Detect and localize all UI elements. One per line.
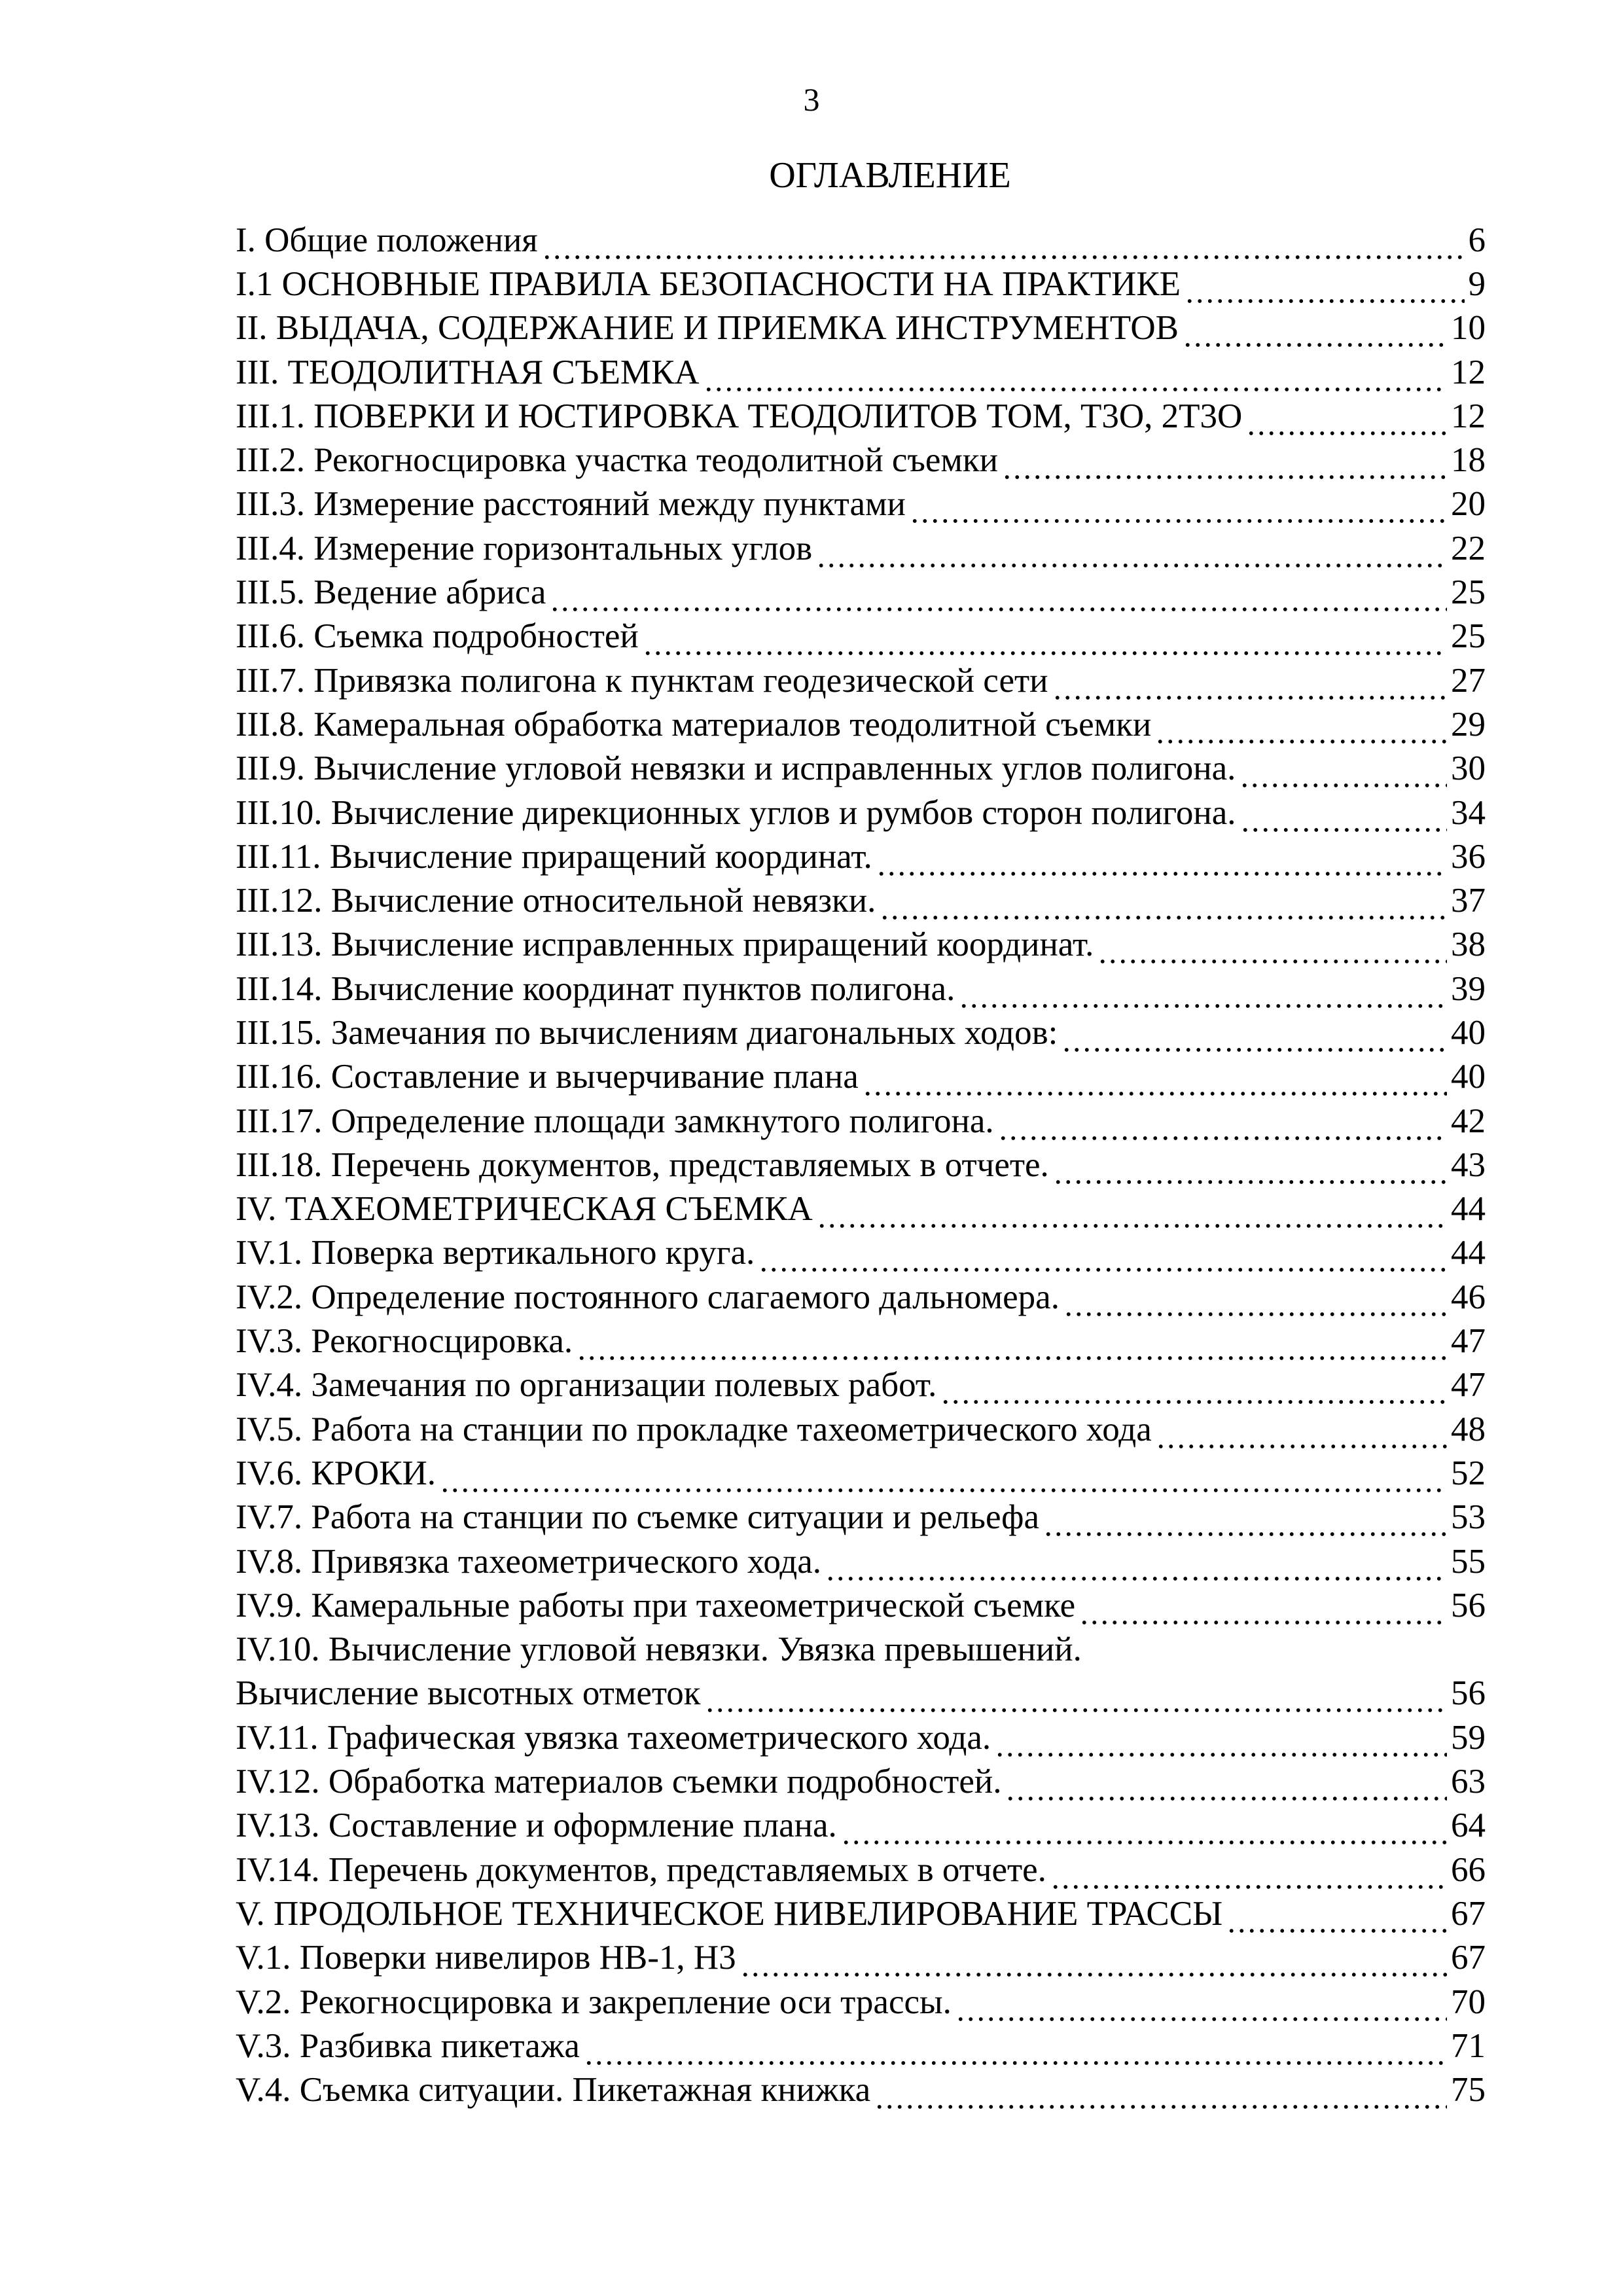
dot-leader [643, 617, 1447, 655]
toc-entry-text: III. ТЕОДОЛИТНАЯ СЪЕМКА [236, 353, 700, 391]
toc-entry-text: IV.11. Графическая увязка тахеометрического хода. [236, 1718, 991, 1757]
dot-leader [825, 1543, 1447, 1581]
toc-entry-page: 56 [1451, 1674, 1486, 1713]
toc-entry-page: 39 [1451, 969, 1486, 1008]
toc-entry [236, 2024, 1486, 2068]
toc-entry [236, 1099, 1486, 1143]
toc-entry [236, 1319, 1486, 1363]
toc-entry-page: 67 [1451, 1939, 1486, 1977]
dot-leader [910, 485, 1447, 523]
toc-entry-page: 40 [1451, 1058, 1486, 1096]
toc-entry-text: III.12. Вычисление относительной невязки. [236, 882, 876, 920]
toc-entry-page: 70 [1451, 1982, 1486, 2021]
dot-leader [758, 1234, 1447, 1272]
toc-entry-text: III.8. Камеральная обработка материалов теодолитной съемки [236, 705, 1152, 744]
dot-leader [1240, 794, 1448, 832]
toc-entry-page: 44 [1451, 1234, 1486, 1272]
toc-entry-page: 66 [1451, 1850, 1486, 1889]
toc-entry-text: I. Общие положения [236, 221, 538, 259]
dot-leader [959, 970, 1447, 1008]
toc-entry [236, 438, 1486, 482]
toc-entry [236, 1011, 1486, 1054]
toc-entry-page: 12 [1451, 397, 1486, 435]
toc-entry-page: 63 [1451, 1763, 1486, 1801]
toc-entry [236, 747, 1486, 791]
dot-leader [1155, 706, 1447, 744]
toc-entry [236, 526, 1486, 570]
toc-entry [236, 350, 1486, 394]
dot-leader [841, 1806, 1447, 1844]
dot-leader [876, 838, 1447, 876]
dot-leader [817, 1190, 1447, 1228]
toc-entry [236, 1275, 1486, 1319]
dot-leader [1053, 1146, 1447, 1184]
toc-entry-text: II. ВЫДАЧА, СОДЕРЖАНИЕ И ПРИЕМКА ИНСТРУМЕНТОВ [236, 309, 1179, 348]
toc-entry-page: 48 [1451, 1410, 1486, 1448]
toc-entry [236, 1143, 1486, 1187]
toc-entry [236, 1804, 1486, 1848]
toc-entry [236, 1848, 1486, 1892]
toc-entry [236, 1363, 1486, 1407]
toc-entry [236, 1583, 1486, 1627]
toc-entry-text: III.10. Вычисление дирекционных углов и румбов сторон полигона. [236, 793, 1236, 832]
toc-entry [236, 1539, 1486, 1583]
toc-entry-text: III.16. Составление и вычерчивание плана [236, 1058, 859, 1096]
toc-entry [236, 482, 1486, 526]
dot-leader [1156, 1410, 1447, 1448]
dot-leader [550, 573, 1447, 611]
toc-entry-text: III.17. Определение площади замкнутого полигона. [236, 1102, 994, 1140]
dot-leader [577, 1322, 1447, 1360]
toc-entry [236, 394, 1486, 438]
toc-entry [236, 1496, 1486, 1539]
toc-entry-text: IV.13. Составление и оформление плана. [236, 1806, 837, 1845]
toc-entry-page: 47 [1451, 1366, 1486, 1405]
toc-entry-page: 12 [1451, 353, 1486, 391]
toc-entry-page: 18 [1451, 441, 1486, 480]
dot-leader [1005, 1763, 1447, 1801]
toc-entry-page: 9 [1468, 264, 1486, 303]
toc-entry-page: 59 [1451, 1718, 1486, 1757]
toc-entry-text: III.2. Рекогносцировка участка теодолитной съемки [236, 441, 999, 480]
toc-entry [236, 1980, 1486, 2024]
dot-leader [995, 1719, 1447, 1757]
toc-entry-page: 56 [1451, 1586, 1486, 1624]
toc-entry [236, 834, 1486, 878]
dot-leader [440, 1454, 1447, 1492]
toc-entry-text: IV.4. Замечания по организации полевых работ. [236, 1366, 937, 1405]
dot-leader [1246, 397, 1447, 435]
dot-leader [1052, 662, 1447, 700]
toc-entry [236, 967, 1486, 1011]
toc-entry [236, 1759, 1486, 1803]
dot-leader [542, 221, 1465, 259]
toc-title: ОГЛАВЛЕНИЕ [769, 155, 1011, 196]
toc-entry-page: 53 [1451, 1498, 1486, 1537]
toc-entry-page: 30 [1451, 749, 1486, 788]
toc-entry-text: IV.6. КРОКИ. [236, 1454, 436, 1492]
toc-entry-page: 43 [1451, 1145, 1486, 1184]
toc-entry-text: III.6. Съемка подробностей [236, 617, 639, 656]
toc-entry-text: III.3. Измерение расстояний между пунктами [236, 485, 906, 524]
dot-leader [998, 1102, 1447, 1140]
dot-leader [1185, 265, 1464, 303]
toc-entry-page: 64 [1451, 1806, 1486, 1845]
toc-entry-text: IV.1. Поверка вертикального круга. [236, 1234, 755, 1272]
toc-entry-text: IV.12. Обработка материалов съемки подробностей. [236, 1763, 1002, 1801]
toc-entry-text: Вычисление высотных отметок [236, 1674, 701, 1713]
toc-entry-page: 22 [1451, 529, 1486, 567]
dot-leader [584, 2027, 1447, 2065]
dot-leader [955, 1983, 1447, 2021]
dot-leader [1240, 749, 1447, 787]
dot-leader [1061, 1014, 1447, 1052]
toc-entry [236, 1407, 1486, 1451]
toc-entry-page: 34 [1451, 793, 1486, 832]
toc-entry-text: V.4. Съемка ситуации. Пикетажная книжка [236, 2071, 871, 2109]
toc-entry-page: 10 [1451, 309, 1486, 348]
dot-leader [1079, 1587, 1447, 1624]
toc-entry-page: 20 [1451, 485, 1486, 524]
toc-entry [236, 1892, 1486, 1935]
dot-leader [816, 529, 1447, 567]
toc-entry-text: III.1. ПОВЕРКИ И ЮСТИРОВКА ТЕОДОЛИТОВ ТОМ, Т3О, 2Т3О [236, 397, 1243, 435]
toc-entry-page: 67 [1451, 1894, 1486, 1933]
toc-entry-page: 37 [1451, 882, 1486, 920]
dot-leader [1002, 441, 1447, 479]
toc-entry-text: III.18. Перечень документов, представляемых в отчете. [236, 1145, 1049, 1184]
toc-entry-page: 27 [1451, 661, 1486, 700]
toc-entry-text: III.13. Вычисление исправленных приращений координат. [236, 925, 1094, 964]
toc-entry [236, 2068, 1486, 2111]
toc-entry-text: IV.14. Перечень документов, представляемых в отчете. [236, 1850, 1046, 1889]
toc-entry-text: III.11. Вычисление приращений координат. [236, 837, 872, 876]
toc-entry [236, 791, 1486, 834]
toc-entry-page: 75 [1451, 2071, 1486, 2109]
toc-entry-page: 52 [1451, 1454, 1486, 1492]
dot-leader [1043, 1498, 1447, 1536]
toc-entry [236, 1451, 1486, 1495]
toc-entry-text: IV. ТАХЕОМЕТРИЧЕСКАЯ СЪЕМКА [236, 1190, 813, 1229]
toc-entry [236, 1055, 1486, 1099]
toc-entry [236, 1672, 1486, 1715]
toc-entry [236, 218, 1486, 262]
toc-entry-page: 55 [1451, 1542, 1486, 1581]
toc-entry-page: 25 [1451, 617, 1486, 656]
dot-leader [874, 2071, 1447, 2109]
toc-entry [236, 1187, 1486, 1231]
dot-leader [940, 1366, 1447, 1404]
toc-entry-page: 25 [1451, 573, 1486, 612]
toc-entry-page: 71 [1451, 2026, 1486, 2065]
toc-entry-text: V. ПРОДОЛЬНОЕ ТЕХНИЧЕСКОЕ НИВЕЛИРОВАНИЕ ТРАССЫ [236, 1894, 1223, 1933]
toc-entry [236, 306, 1486, 350]
toc-entry-text: IV.8. Привязка тахеометрического хода. [236, 1542, 822, 1581]
toc-entry-continued [236, 1628, 1486, 1672]
dot-leader [1063, 1278, 1447, 1316]
toc-entry-text: I.1 ОСНОВНЫЕ ПРАВИЛА БЕЗОПАСНОСТИ НА ПРАКТИКЕ [236, 264, 1181, 303]
toc-entry-page: 42 [1451, 1102, 1486, 1140]
toc-entry [236, 570, 1486, 614]
toc-entry [236, 923, 1486, 967]
toc-entry-page: 36 [1451, 837, 1486, 876]
dot-leader [740, 1939, 1447, 1977]
toc-entry [236, 1715, 1486, 1759]
toc-entry [236, 658, 1486, 702]
toc-entry-text: V.2. Рекогносцировка и закрепление оси трассы. [236, 1982, 952, 2021]
toc-entry-text: III.5. Ведение абриса [236, 573, 546, 612]
toc-entry-text: III.4. Измерение горизонтальных углов [236, 529, 813, 567]
toc-entry-text: III.9. Вычисление угловой невязки и исправленных углов полигона. [236, 749, 1236, 788]
toc-entry-page: 6 [1468, 221, 1486, 259]
page-number: 3 [803, 81, 820, 118]
toc-entry-text: IV.10. Вычисление угловой невязки. Увязка превышений. [236, 1630, 1082, 1669]
toc-entry-text: IV.7. Работа на станции по съемке ситуации и рельефа [236, 1498, 1040, 1537]
dot-leader [1226, 1895, 1447, 1933]
toc-entry-text: IV.3. Рекогносцировка. [236, 1322, 573, 1361]
toc-entry-page: 29 [1451, 705, 1486, 744]
toc-entry-page: 40 [1451, 1013, 1486, 1052]
toc-entry-text: III.7. Привязка полигона к пунктам геодезической сети [236, 661, 1048, 700]
toc-entry-page: 38 [1451, 925, 1486, 964]
toc-entry [236, 1936, 1486, 1980]
toc-entry-text: IV.9. Камеральные работы при тахеометрической съемке [236, 1586, 1076, 1624]
toc-entry [236, 615, 1486, 658]
toc-entry-page: 44 [1451, 1190, 1486, 1229]
toc-entry-page: 46 [1451, 1278, 1486, 1316]
toc-entry [236, 1231, 1486, 1275]
toc-entry [236, 262, 1486, 306]
dot-leader [1097, 925, 1447, 963]
table-of-contents [236, 218, 1486, 2112]
toc-entry [236, 702, 1486, 746]
dot-leader [704, 353, 1447, 391]
toc-entry-page: 47 [1451, 1322, 1486, 1361]
dot-leader [705, 1674, 1447, 1712]
toc-entry-text: III.15. Замечания по вычислениям диагональных ходов: [236, 1013, 1058, 1052]
toc-entry-text: III.14. Вычисление координат пунктов полигона. [236, 969, 955, 1008]
dot-leader [1050, 1851, 1447, 1889]
toc-entry-text: V.3. Разбивка пикетажа [236, 2026, 580, 2065]
toc-entry-text: IV.5. Работа на станции по прокладке тахеометрического хода [236, 1410, 1152, 1448]
toc-entry [236, 878, 1486, 922]
toc-entry-text: V.1. Поверки нивелиров НВ-1, Н3 [236, 1939, 736, 1977]
toc-entry-text: IV.2. Определение постоянного слагаемого дальномера. [236, 1278, 1060, 1316]
dot-leader [863, 1058, 1447, 1096]
dot-leader [880, 882, 1447, 920]
dot-leader [1183, 309, 1447, 347]
